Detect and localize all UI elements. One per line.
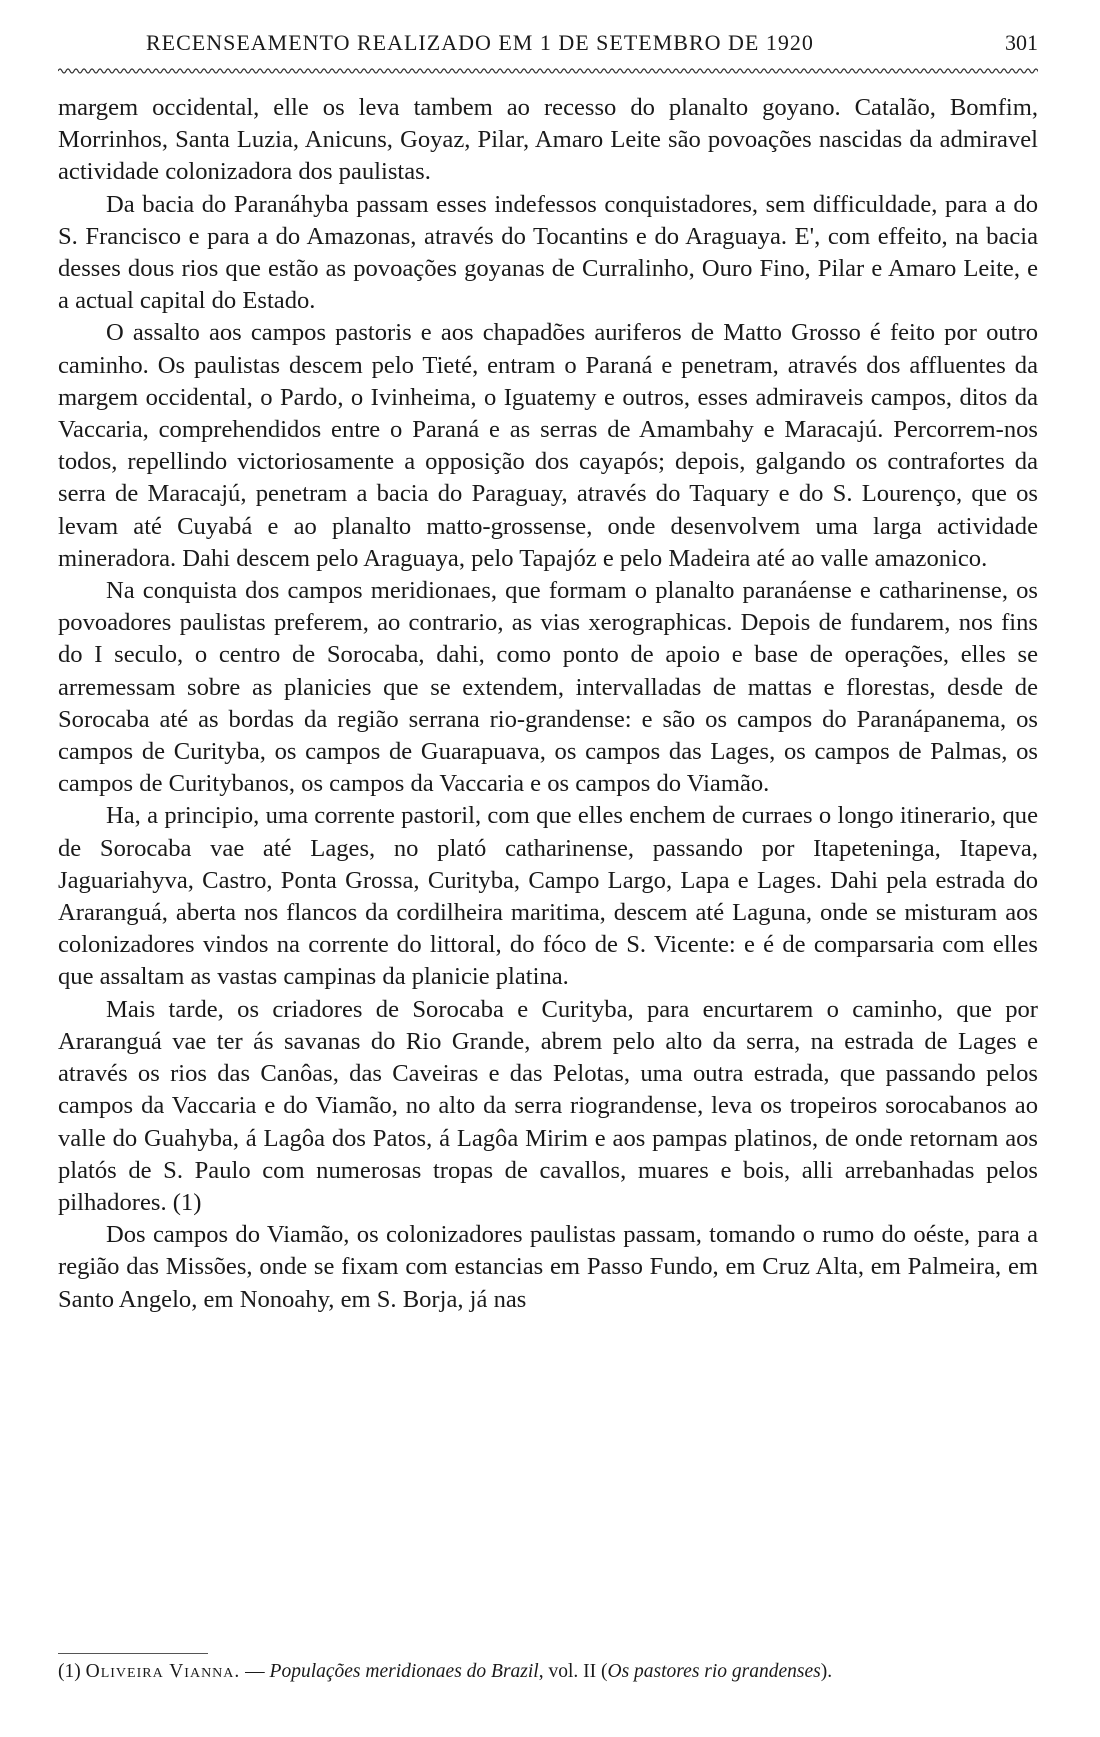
footnote-rule — [58, 1653, 208, 1654]
footnote — [58, 1659, 1038, 1685]
footnote-author: Oliveira Vianna. — [85, 1661, 241, 1682]
footnote-volume: , vol. II ( — [538, 1661, 608, 1682]
paragraph-3: O assalto aos campos pastoris e aos chapadões auriferos de Matto Grosso é feito por outro caminho. Os paulistas descem pelo Tieté, entram o Paraná e penetram, através dos affluentes da margem occidental, o Pardo, o Ivinheima, o Iguatemy e outros, esses admiraveis campos, ditos da Vaccaria, comprehendidos entre o Paraná e as serras de Amambahy e Maracajú. Percorrem-nos todos, repellindo victoriosamente a opposição dos cayapós; depois, galgando os contrafortes da serra de Maracajú, penetram a bacia do Paraguay, através do Taquary e do S. Lourenço, que os levam até Cuyabá e ao planalto matto-grossense, onde desenvolvem uma larga actividade mineradora. Dahi descem pelo Araguaya, pelo Tapajóz e pelo Madeira até ao valle amazonico. — [58, 319, 1038, 572]
footnote-close: ). — [820, 1661, 833, 1682]
wavy-rule-divider — [58, 66, 1038, 76]
paragraph-7: Dos campos do Viamão, os colonizadores paulistas passam, tomando o rumo do oéste, para a região das Missões, onde se fixam com estancias em Passo Fundo, em Cruz Alta, em Palmeira, em Santo Angelo, em Nonoahy, em S. Borja, já nas — [58, 1221, 1038, 1313]
paragraph-4: Na conquista dos campos meridionaes, que formam o planalto paranáense e catharinense, os povoadores paulistas preferem, ao contrario, as vias xerographicas. Depois de fundarem, nos fins do I seculo, o centro de Sorocaba, dahi, como ponto de apoio e base de operações, elles se arremessam sobre as planicies que se extendem, intervalladas de mattas e florestas, desde de Sorocaba até as bordas da região serrana rio-grandense: e são os campos do Paranápanema, os campos de Curityba, os campos de Guarapuava, os campos das Lages, os campos de Palmas, os campos de Curitybanos, os campos da Vaccaria e os campos do Viamão. — [58, 577, 1038, 798]
running-title: RECENSEAMENTO REALIZADO EM 1 DE SETEMBRO DE 1920 — [146, 30, 814, 55]
body-text — [58, 92, 1038, 1316]
footnote-subtitle: Os pastores rio grandenses — [607, 1661, 821, 1682]
footnote-marker: (1) — [58, 1661, 81, 1682]
page-header — [58, 30, 1038, 64]
footnote-dash: — — [240, 1661, 270, 1682]
paragraph-2: Da bacia do Paranáhyba passam esses indefessos conquistadores, sem difficuldade, para a do S. Francisco e para a do Amazonas, através do Tocantins e do Araguaya. E', com effeito, na bacia desses dous rios que estão as povoações goyanas de Curralinho, Ouro Fino, Pilar e Amaro Leite, e a actual capital do Estado. — [58, 190, 1038, 315]
footnote-title: Populações meridionaes do Brazil — [269, 1661, 539, 1682]
paragraph-1: margem occidental, elle os leva tambem ao recesso do planalto goyano. Catalão, Bomfim, Morrinhos, Santa Luzia, Anicuns, Goyaz, Pilar, Amaro Leite são povoações nascidas da admiravel actividade colonizadora dos paulistas. — [58, 94, 1038, 186]
paragraph-6: Mais tarde, os criadores de Sorocaba e Curityba, para encurtarem o caminho, que por Araranguá vae ter ás savanas do Rio Grande, abrem pelo alto da serra, na estrada de Lages e através os rios das Canôas, das Caveiras e das Pelotas, uma outra estrada, que passando pelos campos da Vaccaria e do Viamão, no alto da serra riograndense, leva os tropeiros sorocabanos ao valle do Guahyba, á Lagôa dos Patos, á Lagôa Mirim e aos pampas platinos, de onde retornam aos platós de S. Paulo com numerosas tropas de cavallos, muares e bois, alli arrebanhadas pelos pilhadores. (1) — [58, 995, 1038, 1216]
page-number: 301 — [1005, 30, 1038, 55]
paragraph-5: Ha, a principio, uma corrente pastoril, com que elles enchem de curraes o longo itinerario, que de Sorocaba vae até Lages, no plató catharinense, passando por Itapeteninga, Itapeva, Jaguariahyva, Castro, Ponta Grossa, Curityba, Campo Largo, Lapa e Lages. Dahi pela estrada do Araranguá, aberta nos flancos da cordilheira maritima, descem até Laguna, onde se misturam aos colonizadores vindos na corrente do littoral, do fóco de S. Vicente: e é de comparsaria com elles que assaltam as vastas campinas da planicie platina. — [58, 802, 1038, 991]
